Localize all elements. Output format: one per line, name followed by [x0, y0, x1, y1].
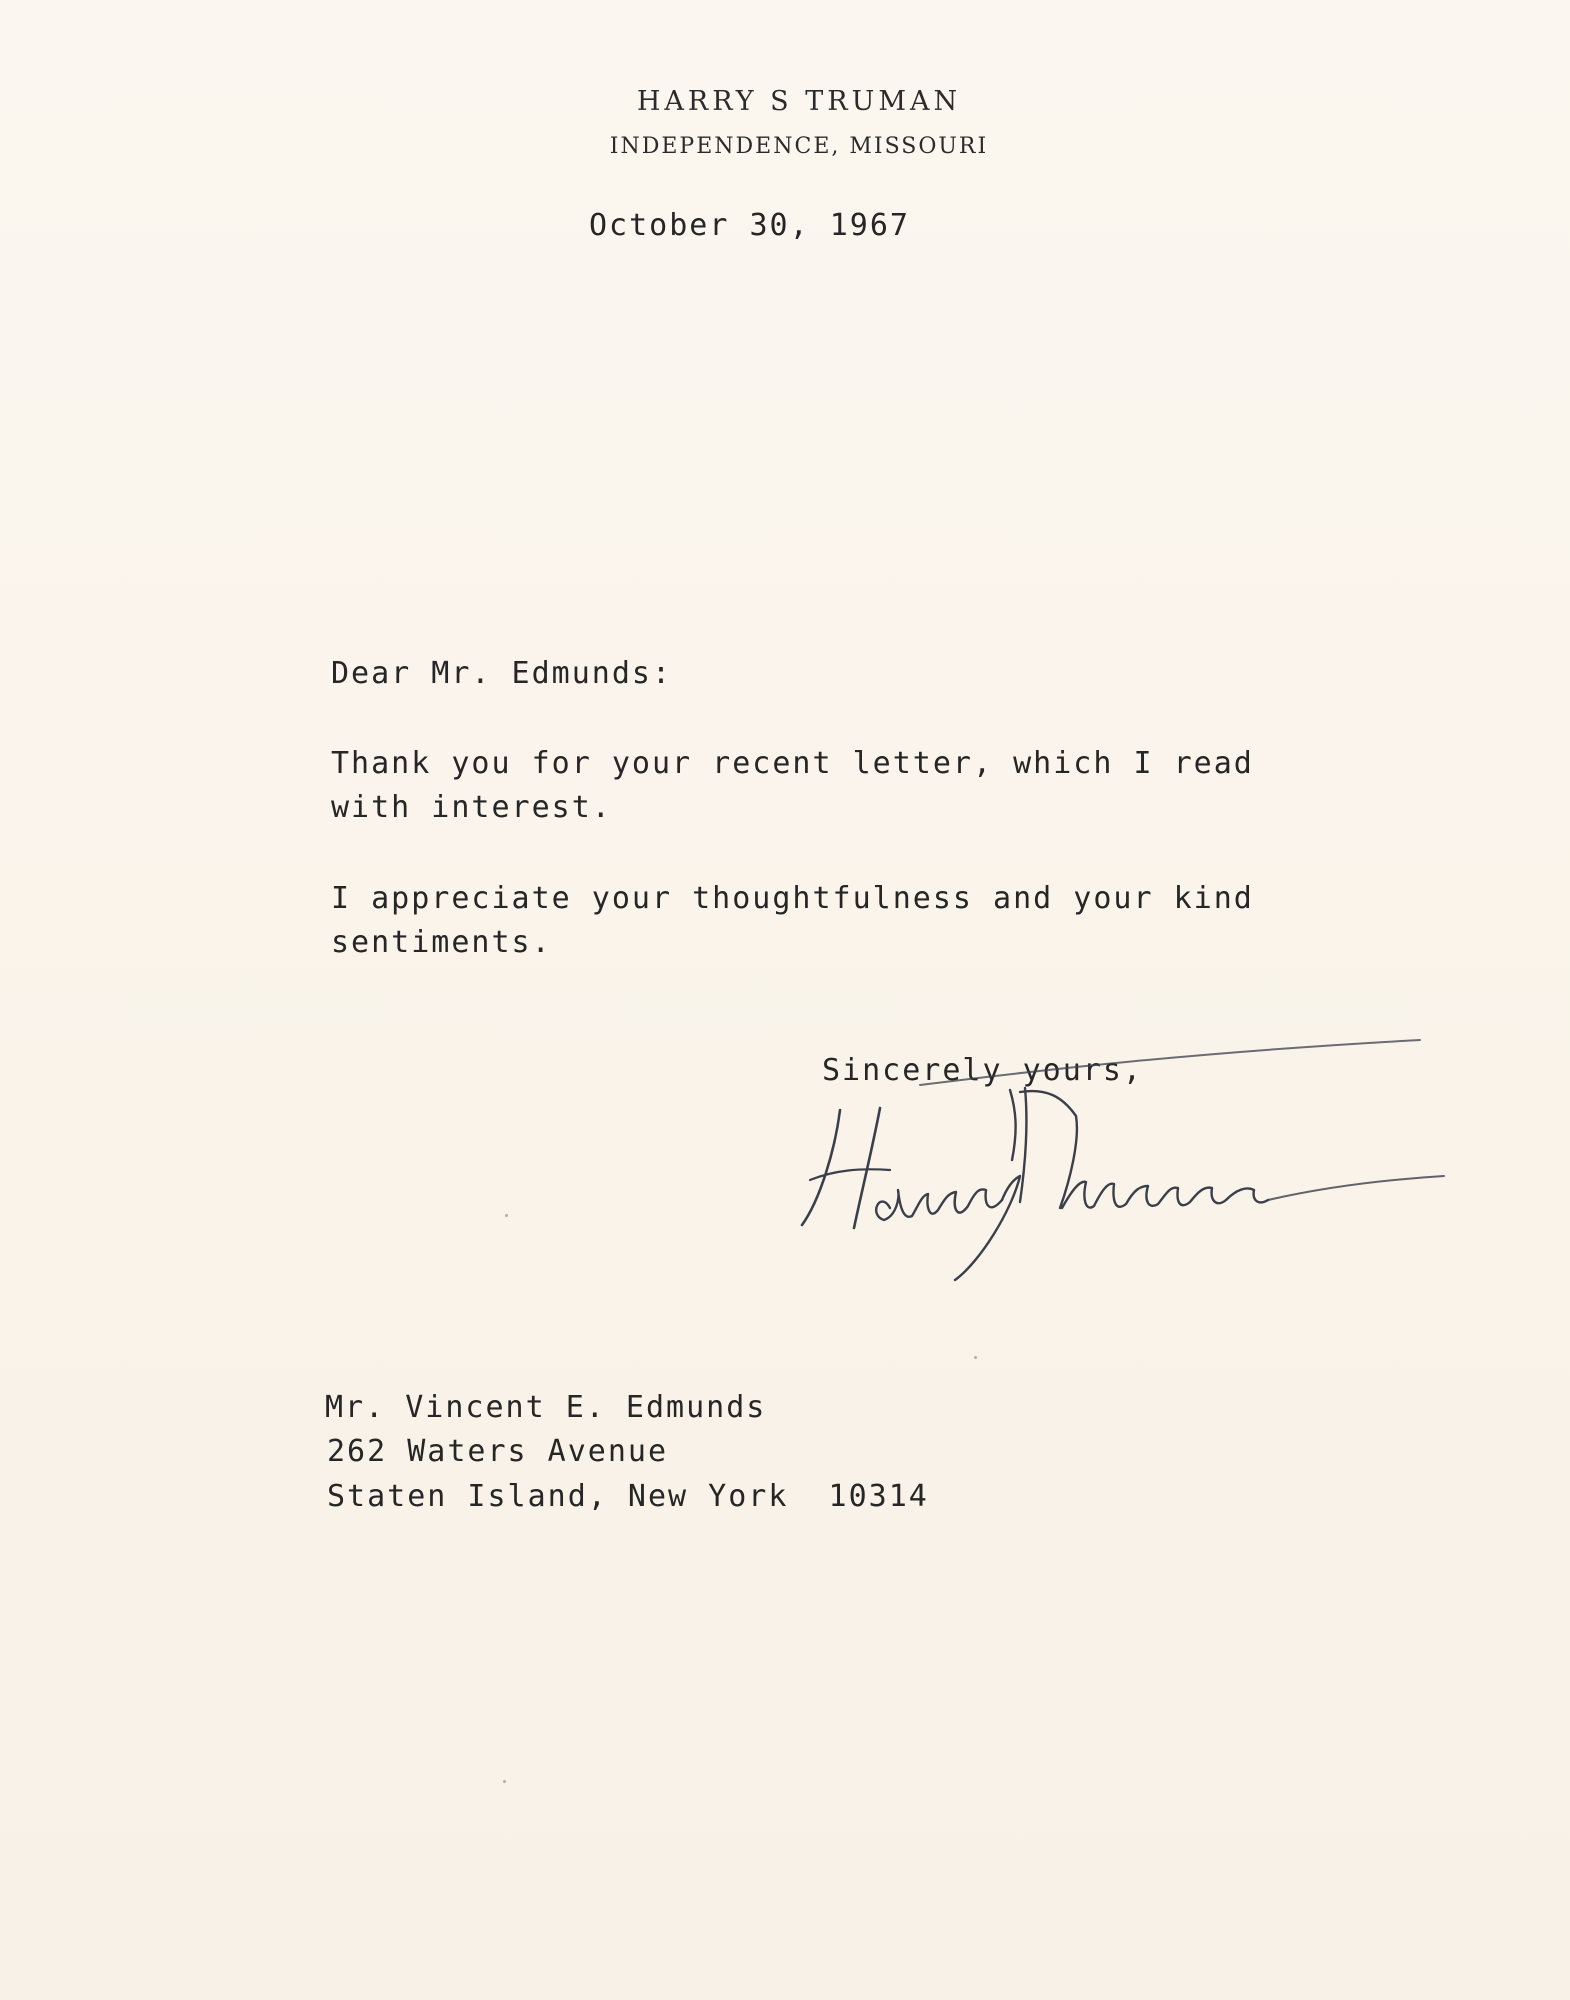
signature-image [780, 1030, 1460, 1290]
body-paragraph-1-line-1: Thank you for your recent letter, which I read [331, 746, 1254, 781]
letterhead-place: INDEPENDENCE, MISSOURI [609, 134, 989, 159]
recipient-city-line: Staten Island, New York 10314 [327, 1479, 929, 1514]
salutation: Dear Mr. Edmunds: [331, 656, 673, 691]
body-paragraph-2-line-1: I appreciate your thoughtfulness and your kind [331, 881, 1254, 916]
body-paragraph-2-line-2: sentiments. [331, 925, 552, 960]
paper-speck [505, 1214, 508, 1217]
closing: Sincerely yours, [822, 1053, 1143, 1088]
recipient-name: Mr. Vincent E. Edmunds [325, 1390, 767, 1425]
paper-speck [974, 1356, 977, 1359]
letterhead-name: HARRY S TRUMAN [636, 86, 962, 117]
recipient-street: 262 Waters Avenue [327, 1434, 669, 1469]
body-paragraph-1-line-2: with interest. [331, 790, 612, 825]
letter-date: October 30, 1967 [589, 208, 910, 243]
paper-speck [503, 1780, 506, 1783]
